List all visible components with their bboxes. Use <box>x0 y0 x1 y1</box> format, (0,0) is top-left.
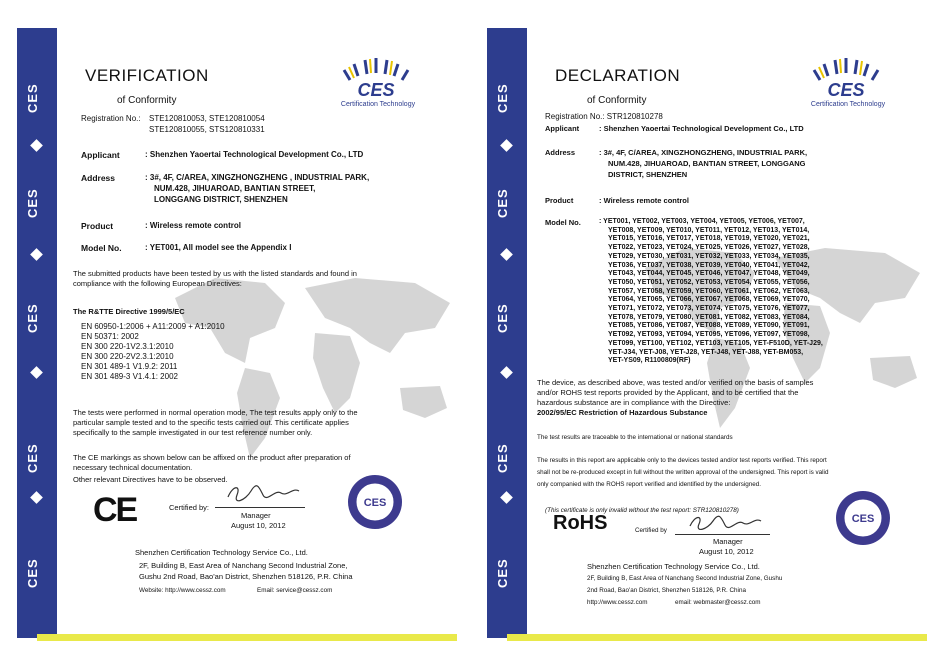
sidebar-ces-label: CES <box>495 188 510 218</box>
company-address: 2nd Road, Bao'an District, Shenzhen 518126, P.R. China <box>587 587 746 594</box>
ces-seal <box>347 474 403 530</box>
applicant-value: : Shenzhen Yaoertai Technological Development Co., LTD <box>145 150 364 159</box>
model-line: YET-J34, YET-J08, YET-J28, YET-J48, YET-J88, YET-BM053, <box>608 348 804 356</box>
ce-marking-text: Other relevant Directives have to be observed. <box>73 475 228 484</box>
ces-logo <box>790 50 900 110</box>
ce-marking-text: The CE markings as shown below can be affixed on the product after preparation of <box>73 453 351 462</box>
address-label: Address <box>545 148 576 157</box>
model-line: YET036, YET037, YET038, YET039, YET040, YET041, YET042, <box>608 261 810 269</box>
address-line: DISTRICT, SHENZHEN <box>608 170 688 179</box>
validity-note: (This certificate is only invalid without the test report: STR120810278) <box>545 507 739 514</box>
registration-numbers: STE120810055, STS120810331 <box>149 125 265 134</box>
standard-item: EN 300 220-2V2.3.1:2010 <box>81 352 174 361</box>
signature <box>685 512 765 534</box>
signature <box>223 481 303 505</box>
model-value: : YET001, All model see the Appendix I <box>145 243 292 252</box>
ce-mark: CE <box>93 491 137 529</box>
svg-text:CES: CES <box>827 80 865 100</box>
model-line: YET029, YET030, YET031, YET032, YET033, YET034, YET035, <box>608 252 810 260</box>
ces-seal <box>835 490 891 546</box>
email-link[interactable]: Email: service@cessz.com <box>257 587 333 594</box>
address-line: : 3#, 4F, C/AREA, XINGZHONGZHENG , INDUSTRIAL PARK, <box>145 173 370 182</box>
diamond-icon <box>30 248 43 261</box>
sidebar-ces-label: CES <box>495 83 510 113</box>
model-line: YET085, YET086, YET087, YET088, YET089, YET090, YET091, <box>608 322 810 330</box>
address-line: LONGGANG DISTRICT, SHENZHEN <box>154 195 288 204</box>
svg-text:Certification Technology: Certification Technology <box>340 101 416 108</box>
standard-item: EN 301 489-3 V1.4.1: 2002 <box>81 372 178 381</box>
yellow-bottom-bar <box>37 634 457 641</box>
certificate-sidebar <box>487 28 527 638</box>
model-label: Model No. <box>81 243 122 253</box>
signature-line <box>215 507 305 508</box>
product-label: Product <box>545 196 574 205</box>
signed-date: August 10, 2012 <box>231 521 286 530</box>
results-text: shall not be re-produced except in full without the written approval of the undersigned. This report is valid <box>537 469 829 476</box>
svg-text:Certification Technology: Certification Technology <box>810 101 886 108</box>
product-value: : Wireless remote control <box>145 221 241 230</box>
standard-item: EN 60950-1:2006 + A11:2009 + A1:2010 <box>81 322 225 331</box>
sidebar-ces-label: CES <box>25 303 40 333</box>
standard-item: EN 300 220-1V2.3.1:2010 <box>81 342 174 351</box>
model-line: YET043, YET044, YET045, YET046, YET047, YET048, YET049, <box>608 270 810 278</box>
standard-item: EN 301 489-1 V1.9.2: 2011 <box>81 362 178 371</box>
sidebar-ces-label: CES <box>25 443 40 473</box>
model-line: YET078, YET079, YET080, YET081, YET082, YET083, YET084, <box>608 313 810 321</box>
results-text: The results in this report are applicable only to the devices tested and/or test reports verified. This report <box>537 457 827 464</box>
device-text: hazardous substance are in compliance with the Directive: <box>537 398 731 407</box>
intro-text: compliance with the following European Directives: <box>73 279 242 288</box>
email-link[interactable]: email: webmaster@cessz.com <box>675 599 761 606</box>
diamond-icon <box>500 248 513 261</box>
sidebar-ces-label: CES <box>495 558 510 588</box>
website-link[interactable]: http://www.cessz.com <box>587 599 648 606</box>
tests-text: specifically to the sample investigated in our test reference number only. <box>73 428 313 437</box>
rohs-mark: RoHS <box>553 512 608 534</box>
ces-logo <box>320 50 430 110</box>
model-line: YET015, YET016, YET017, YET018, YET019, YET020, YET021, <box>608 235 810 243</box>
signer-role: Manager <box>241 511 271 520</box>
applicant-label: Applicant <box>545 124 580 133</box>
svg-text:CES: CES <box>357 80 395 100</box>
sidebar-ces-label: CES <box>25 188 40 218</box>
diamond-icon <box>500 491 513 504</box>
model-line: : YET001, YET002, YET003, YET004, YET005, YET006, YET007, <box>599 218 805 225</box>
address-line: NUM.428, JIHUAROAD, BANTIAN STREET, LONGGANG <box>608 159 806 168</box>
address-line: : 3#, 4F, C/AREA, XINGZHONGZHENG, INDUSTRIAL PARK, <box>599 148 808 157</box>
standards-list <box>81 322 225 382</box>
model-line: YET008, YET009, YET010, YET011, YET012, YET013, YET014, <box>608 226 810 234</box>
signer-role: Manager <box>713 537 743 546</box>
standard-item: EN 50371: 2002 <box>81 332 139 341</box>
registration-number: Registration No.: STR120810278 <box>545 112 663 121</box>
model-line: YET092, YET093, YET094, YET095, YET096, YET097, YET098, <box>608 331 810 339</box>
diamond-icon <box>30 366 43 379</box>
address-line: NUM.428, JIHUAROAD, BANTIAN STREET, <box>154 184 316 193</box>
certified-by-label: Certified by: <box>169 503 210 512</box>
tests-text: particular sample tested and to the specific tests carried out. This certificate applies <box>73 418 349 427</box>
model-line: YET064, YET065, YET066, YET067, YET068, YET069, YET070, <box>608 296 810 304</box>
applicant-value: : Shenzhen Yaoertai Technological Development Co., LTD <box>599 124 804 133</box>
certificate-title: VERIFICATION <box>85 66 209 85</box>
directive-title: The R&TTE Directive 1999/5/EC <box>73 307 185 316</box>
model-line: YET099, YET100, YET102, YET103, YET105, YET-F510D, YET-J29, <box>608 339 823 347</box>
signature-line <box>675 534 770 535</box>
applicant-label: Applicant <box>81 150 120 160</box>
device-text: and/or ROHS test reports provided by the Applicant, and to be certified that the <box>537 388 799 397</box>
diamond-icon <box>30 139 43 152</box>
sidebar-ces-label: CES <box>25 558 40 588</box>
diamond-icon <box>30 491 43 504</box>
certificate-subtitle: of Conformity <box>117 95 177 106</box>
model-list <box>599 218 823 366</box>
company-address: 2F, Building B, East Area of Nanchang Second Industrial Zone, <box>139 561 348 570</box>
declaration-certificate <box>487 28 927 638</box>
certificate-subtitle: of Conformity <box>587 95 647 106</box>
product-value: : Wireless remote control <box>599 196 689 205</box>
model-line: YET-YS09, R1100809(RF) <box>608 357 691 365</box>
address-label: Address <box>81 173 116 183</box>
directive-title: 2002/95/EC Restriction of Hazardous Substance <box>537 408 708 417</box>
svg-text:CES: CES <box>851 513 875 525</box>
company-address: 2F, Building B, East Area of Nanchang Second Industrial Zone, Gushu <box>587 575 783 582</box>
model-line: YET057, YET058, YET059, YET060, YET061, YET062, YET063, <box>608 287 810 295</box>
traceability-note: The test results are traceable to the international or national standards <box>537 434 733 441</box>
model-line: YET071, YET072, YET073, YET074, YET075, YET076, YET077, <box>608 305 810 313</box>
yellow-bottom-bar <box>507 634 927 641</box>
model-line: YET050, YET051, YET052, YET053, YET054, YET055, YET056, <box>608 278 810 286</box>
ce-marking-text: necessary technical documentation. <box>73 463 193 472</box>
company-address: Gushu 2nd Road, Bao'an District, Shenzhen 518126, P.R. China <box>139 572 353 581</box>
tests-text: The tests were performed in normal operation mode, The test results apply only to the <box>73 408 358 417</box>
company-name: Shenzhen Certification Technology Service Co., Ltd. <box>135 548 308 557</box>
registration-numbers: STE120810053, STE120810054 <box>149 114 265 123</box>
sidebar-ces-label: CES <box>495 443 510 473</box>
verification-certificate <box>17 28 457 638</box>
svg-text:CES: CES <box>363 497 387 509</box>
product-label: Product <box>81 221 114 231</box>
sidebar-ces-label: CES <box>495 303 510 333</box>
diamond-icon <box>500 139 513 152</box>
certified-by-label: Certified by <box>635 527 667 534</box>
model-line: YET022, YET023, YET024, YET025, YET026, YET027, YET028, <box>608 244 810 252</box>
certificate-sidebar <box>17 28 57 638</box>
model-label: Model No. <box>545 218 581 227</box>
results-text: only companied with the ROHS report verified and identified by the undersigned. <box>537 481 762 488</box>
device-text: The device, as described above, was tested and/or verified on the basis of samples <box>537 378 814 387</box>
certificate-title: DECLARATION <box>555 66 681 85</box>
intro-text: The submitted products have been tested by us with the listed standards and found in <box>73 269 357 278</box>
sidebar-ces-label: CES <box>25 83 40 113</box>
registration-label: Registration No.: <box>81 114 141 123</box>
company-name: Shenzhen Certification Technology Service Co., Ltd. <box>587 562 760 571</box>
diamond-icon <box>500 366 513 379</box>
signed-date: August 10, 2012 <box>699 547 754 556</box>
website-link[interactable]: Website: http://www.cessz.com <box>139 587 226 594</box>
